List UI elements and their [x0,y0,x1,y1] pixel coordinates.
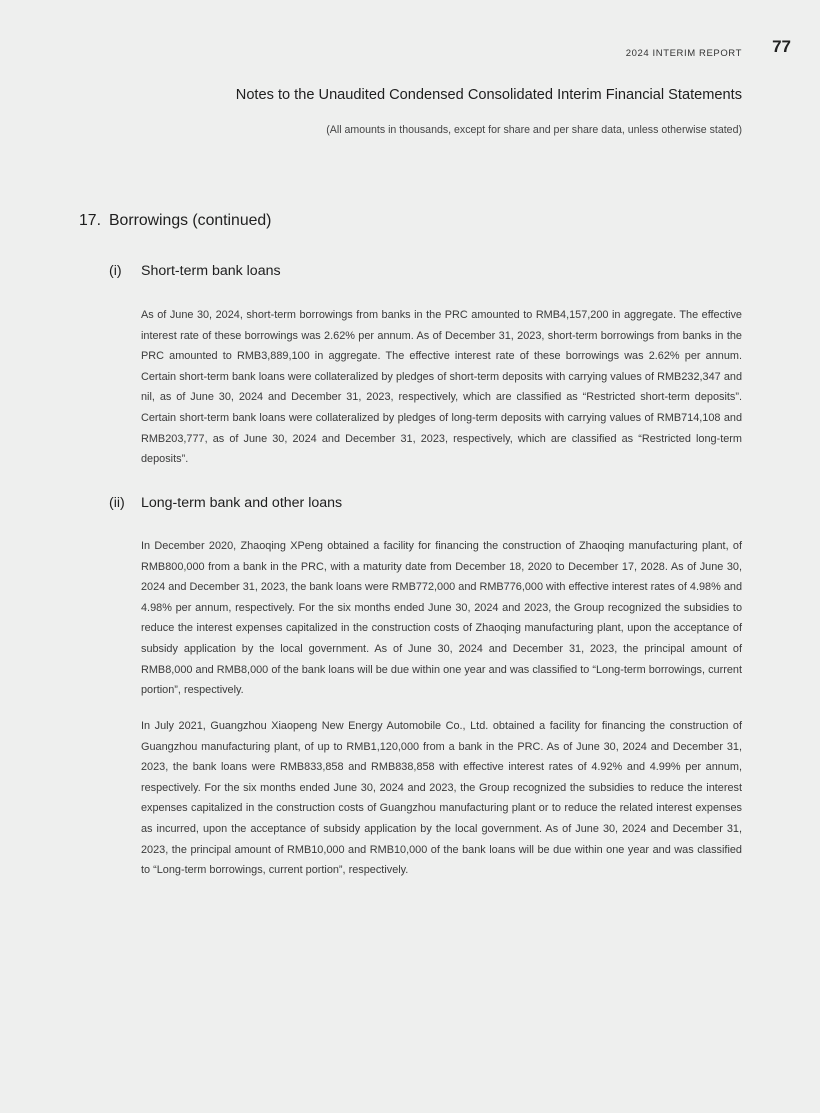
subsection-heading-short-term [109,263,281,279]
subsection-number: (i) [109,263,122,279]
subsection-heading-long-term [109,495,342,511]
section-heading [79,212,271,230]
notes-title: Notes to the Unaudited Condensed Consolidated Interim Financial Statements [235,87,742,103]
paragraph-guangzhou-loan: In July 2021, Guangzhou Xiaopeng New Energy Automobile Co., Ltd. obtained a facility for financing the construction of Guangzhou manufacturing plant, of up to RMB1,120,000 from a bank in the PRC. As of June 30, 2024 and December 31, 2023, the bank loans were RMB833,858 and RMB838,858 with effective interest rates of 4.92% and 4.99% per annum, respectively. For the six months ended June 30, 2024 and 2023, the Group recognized the subsidies to reduce the interest expenses capitalized in the construction costs of Guangzhou manufacturing plant or to reduce the related interest expenses as incurred, upon the acceptance of subsidy application by the local government. As of June 30, 2024 and December 31, 2023, the principal amount of RMB10,000 and RMB10,000 of the bank loans will be due within one year and was classified to “Long-term borrowings, current portion”, respectively. [141,720,742,877]
amounts-note: (All amounts in thousands, except for share and per share data, unless otherwise stated) [326,124,742,136]
page-number: 77 [772,37,791,56]
subsection-title: Short-term bank loans [141,263,281,279]
subsection-title: Long-term bank and other loans [141,495,343,511]
paragraph-zhaoqing-loan: In December 2020, Zhaoqing XPeng obtained a facility for financing the construction of Zhaoqing manufacturing plant, of RMB800,000 from a bank in the PRC, with a maturity date from December 18, 2020 to December 17, 2028. As of June 30, 2024 and December 31, 2023, the bank loans were RMB772,000 and RMB776,000 with effective interest rates of 4.98% and 4.98% per annum, respectively. For the six months ended June 30, 2024 and 2023, the Group recognized the subsidies to reduce the interest expenses capitalized in the construction costs of Zhaoqing manufacturing plant, upon the acceptance of subsidy application by the local government. As of June 30, 2024 and December 31, 2023, the principal amount of RMB8,000 and RMB8,000 of the bank loans will be due within one year and was classified to “Long-term borrowings, current portion”, respectively. [141,540,742,697]
report-label: 2024 INTERIM REPORT [625,48,742,59]
paragraph-short-term-loans: As of June 30, 2024, short-term borrowings from banks in the PRC amounted to RMB4,157,200 in aggregate. The effective interest rate of these borrowings was 2.62% per annum. As of December 31, 2023, short-term borrowings from banks in the PRC amounted to RMB3,889,100 in aggregate. The effective interest rate of these borrowings was 2.62% per annum. Certain short-term bank loans were collateralized by pledges of short-term deposits with carrying values of RMB232,347 and nil, as of June 30, 2024 and December 31, 2023, respectively, which are classified as “Restricted short-term deposits”. Certain short-term bank loans were collateralized by pledges of long-term deposits with carrying values of RMB714,108 and RMB203,777, as of June 30, 2024 and December 31, 2023, respectively, which are classified as “Restricted long-term deposits”. [141,309,742,466]
section-number: 17. [79,212,101,229]
subsection-number: (ii) [109,495,125,511]
section-title: Borrowings (continued) [109,212,272,229]
